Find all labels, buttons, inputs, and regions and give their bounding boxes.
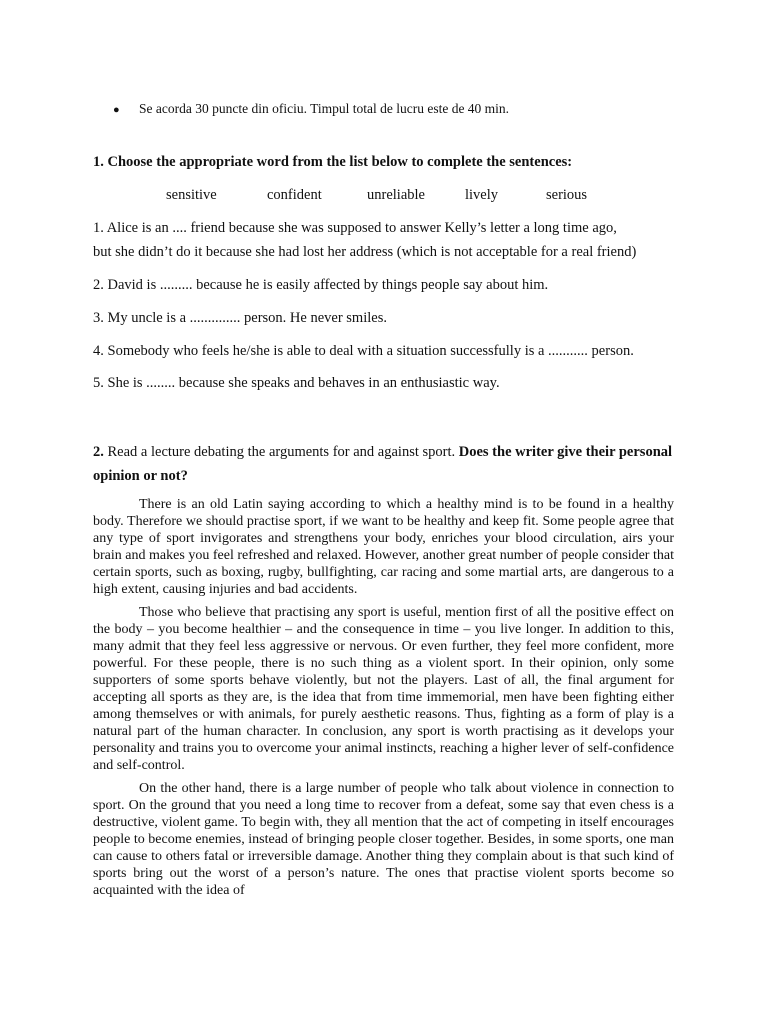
scoring-note-text: Se acorda 30 puncte din oficiu. Timpul total de lucru este de 40 min.	[139, 101, 510, 116]
scoring-note	[113, 101, 509, 117]
word-option: unreliable	[367, 187, 425, 203]
sentence-4: 4. Somebody who feels he/she is able to deal with a situation successfully is a ........... person.	[93, 343, 634, 359]
word-option: confident	[267, 187, 322, 203]
exercise-2-question: Does the writer give their personal opinion or not?	[93, 444, 673, 484]
sentence-1-line-1: 1. Alice is an .... friend because she was supposed to answer Kelly’s letter a long time ago,	[93, 220, 617, 236]
exercise-2-instruction: Read a lecture debating the arguments for and against sport.	[103, 444, 459, 460]
sentence-5: 5. She is ........ because she speaks and behaves in an enthusiastic way.	[93, 375, 500, 391]
word-option: sensitive	[166, 187, 217, 203]
exercise-2-intro	[93, 440, 683, 488]
essay-text	[93, 496, 674, 905]
essay-paragraph-1: There is an old Latin saying according to which a healthy mind is to be found in a healthy body. Therefore we should practise sport, if we want to be healthy and keep fit. Some people agree that any type of sport invigorates and strengthens your body, enriches your blood circulation, airs your brain and makes you feel refreshed and relaxed. However, another great number of people consider that certain sports, such as boxing, rugby, bullfighting, car racing and some martial arts, are dangerous to a high extent, causing injuries and bad accidents.	[93, 497, 674, 597]
sentence-3: 3. My uncle is a .............. person. He never smiles.	[93, 310, 387, 326]
exercise-2-number: 2.	[93, 444, 104, 460]
sentence-2: 2. David is ......... because he is easily affected by things people say about him.	[93, 277, 549, 293]
word-list	[0, 187, 768, 207]
sentence-1-line-2: but she didn’t do it because she had lost her address (which is not acceptable for a real friend)	[93, 244, 637, 260]
essay-paragraph-2: Those who believe that practising any sport is useful, mention first of all the positive effect on the body – you become healthier – and the consequence in time – you live longer. In addition to this, many admit that they feel less aggressive or nervous. Or even further, they feel more confident, more powerful. For these people, there is no such thing as a violent sport. In their opinion, only some supporters of some sports behave violently, but not the players. Last of all, the final argument for accepting all sports as they are, is the idea that from time immemorial, men have been fighting either among themselves or with animals, for purely aesthetic reasons. Thus, fighting as a form of play is a natural part of the human character. In conclusion, any sport is worth practising as it develops your personality and trains you to overcome your animal instincts, reaching a higher lever of self-confidence and self-control.	[93, 605, 674, 773]
essay-paragraph-3: On the other hand, there is a large number of people who talk about violence in connection to sport. On the ground that you need a long time to recover from a defeat, some say that even chess is a destructive, violent game. To begin with, they all mention that the act of competing in itself encourages people to become enemies, instead of bringing people closer together. Besides, in some sports, one man can cause to others fatal or irreversible damage. Another thing they complain about is that such kind of sports bring out the worst of a person’s nature. The ones that practise violent sports become so acquainted with the idea of	[93, 781, 674, 898]
exercise-1-title: 1. Choose the appropriate word from the list below to complete the sentences:	[93, 154, 573, 170]
word-option: serious	[546, 187, 588, 203]
word-option: lively	[465, 187, 499, 203]
bullet-icon: ●	[113, 104, 120, 116]
